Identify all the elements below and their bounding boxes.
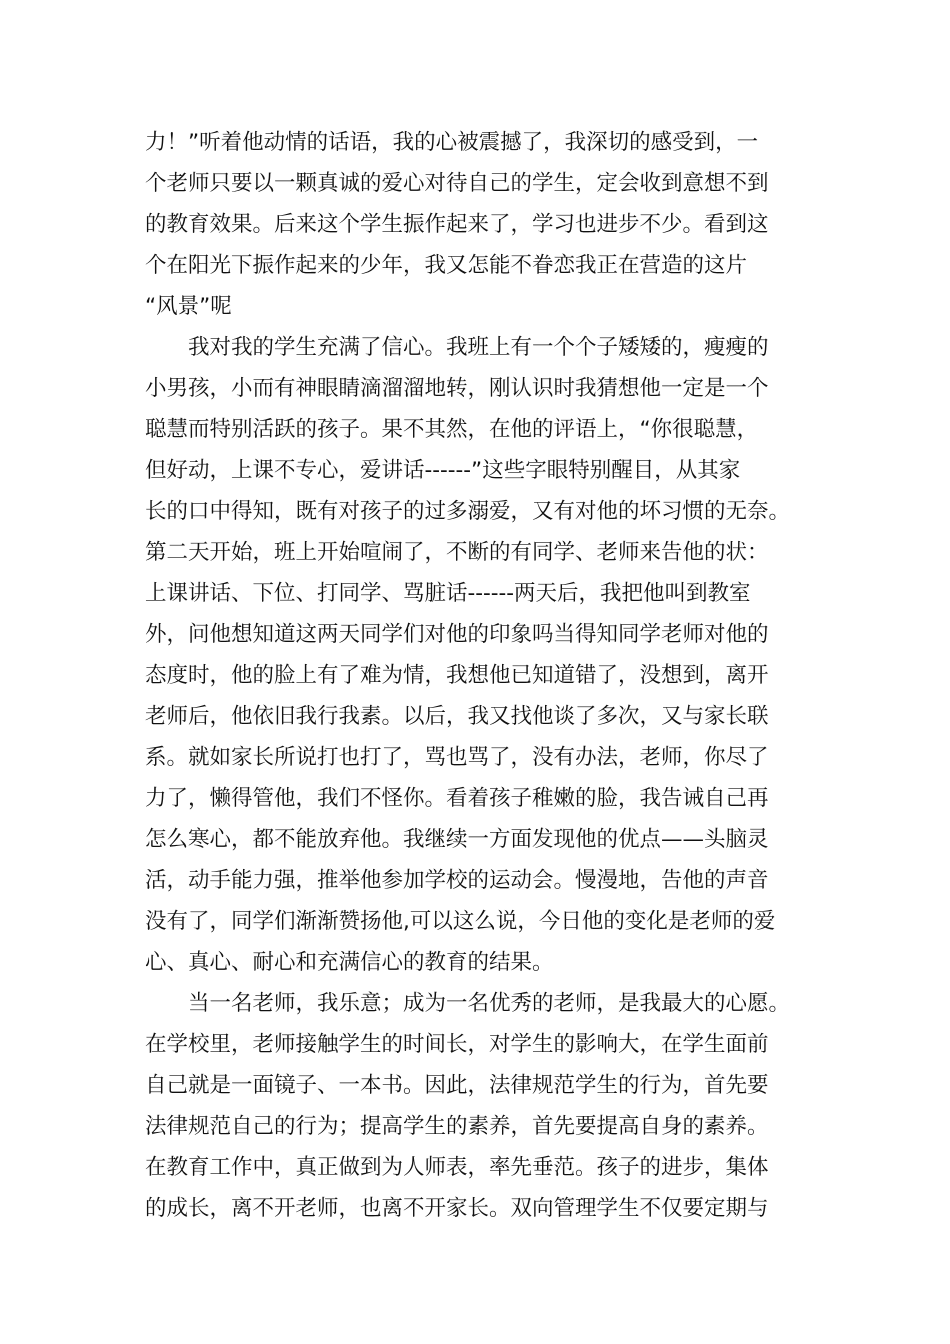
text-line: 活，动手能力强，推举他参加学校的运动会。慢漫地，告他的声音: [145, 868, 769, 893]
text-line: 怎么寒心，都不能放弃他。我继续一方面发现他的优点——头脑灵: [145, 827, 769, 852]
text-line: 聪慧而特别活跃的孩子。果不其然，在他的评语上，“你很聪慧，: [145, 417, 759, 442]
paragraph-start-line: 当一名老师，我乐意；成为一名优秀的老师，是我最大的心愿。: [188, 991, 791, 1016]
text-line: 自己就是一面镜子、一本书。因此，法律规范学生的行为，首先要: [145, 1073, 769, 1098]
text-line: 的成长，离不开老师，也离不开家长。双向管理学生不仅要定期与: [145, 1196, 769, 1221]
text-line: 没有了，同学们渐渐赞扬他,可以这么说，今日他的变化是老师的爱: [145, 909, 776, 934]
text-line: 态度时，他的脸上有了难为情，我想他已知道错了，没想到，离开: [145, 663, 769, 688]
text-line: 系。就如家长所说打也打了，骂也骂了，没有办法，老师，你尽了: [145, 745, 769, 770]
paragraph-start-line: 我对我的学生充满了信心。我班上有一个个子矮矮的，瘦瘦的: [188, 335, 769, 360]
text-line: 老师后，他依旧我行我素。以后，我又找他谈了多次，又与家长联: [145, 704, 769, 729]
text-line: 外，问他想知道这两天同学们对他的印象吗当得知同学老师对他的: [145, 622, 769, 647]
text-line: 小男孩，小而有神眼睛滴溜溜地转，刚认识时我猜想他一定是一个: [145, 376, 769, 401]
text-line: 法律规范自己的行为；提高学生的素养，首先要提高自身的素养。: [145, 1114, 769, 1139]
text-line: 长的口中得知，既有对孩子的过多溺爱，又有对他的坏习惯的无奈。: [145, 499, 791, 524]
text-line: 个在阳光下振作起来的少年，我又怎能不眷恋我正在营造的这片: [145, 253, 748, 278]
text-line: 的教育效果。后来这个学生振作起来了，学习也进步不少。看到这: [145, 212, 769, 237]
text-line: 心、真心、耐心和充满信心的教育的结果。: [145, 950, 554, 975]
text-line: 在教育工作中，真正做到为人师表，率先垂范。孩子的进步，集体: [145, 1155, 769, 1180]
text-line: 个老师只要以一颗真诚的爱心对待自己的学生，定会收到意想不到: [145, 171, 769, 196]
body-text: [145, 122, 835, 1229]
text-line: 上课讲话、下位、打同学、骂脏话------两天后，我把他叫到教室: [145, 581, 751, 606]
text-line: 第二天开始，班上开始喧闹了，不断的有同学、老师来告他的状：: [145, 540, 769, 565]
text-line: 力了，懒得管他，我们不怪你。看着孩子稚嫩的脸，我告诫自己再: [145, 786, 769, 811]
text-line: 但好动，上课不专心，爱讲话------”这些字眼特别醒目，从其家: [145, 458, 741, 483]
text-line: 力！”听着他动情的话语，我的心被震撼了，我深切的感受到，一: [145, 130, 759, 155]
text-line: “风景”呢: [145, 294, 232, 319]
text-line: 在学校里，老师接触学生的时间长，对学生的影响大，在学生面前: [145, 1032, 769, 1057]
